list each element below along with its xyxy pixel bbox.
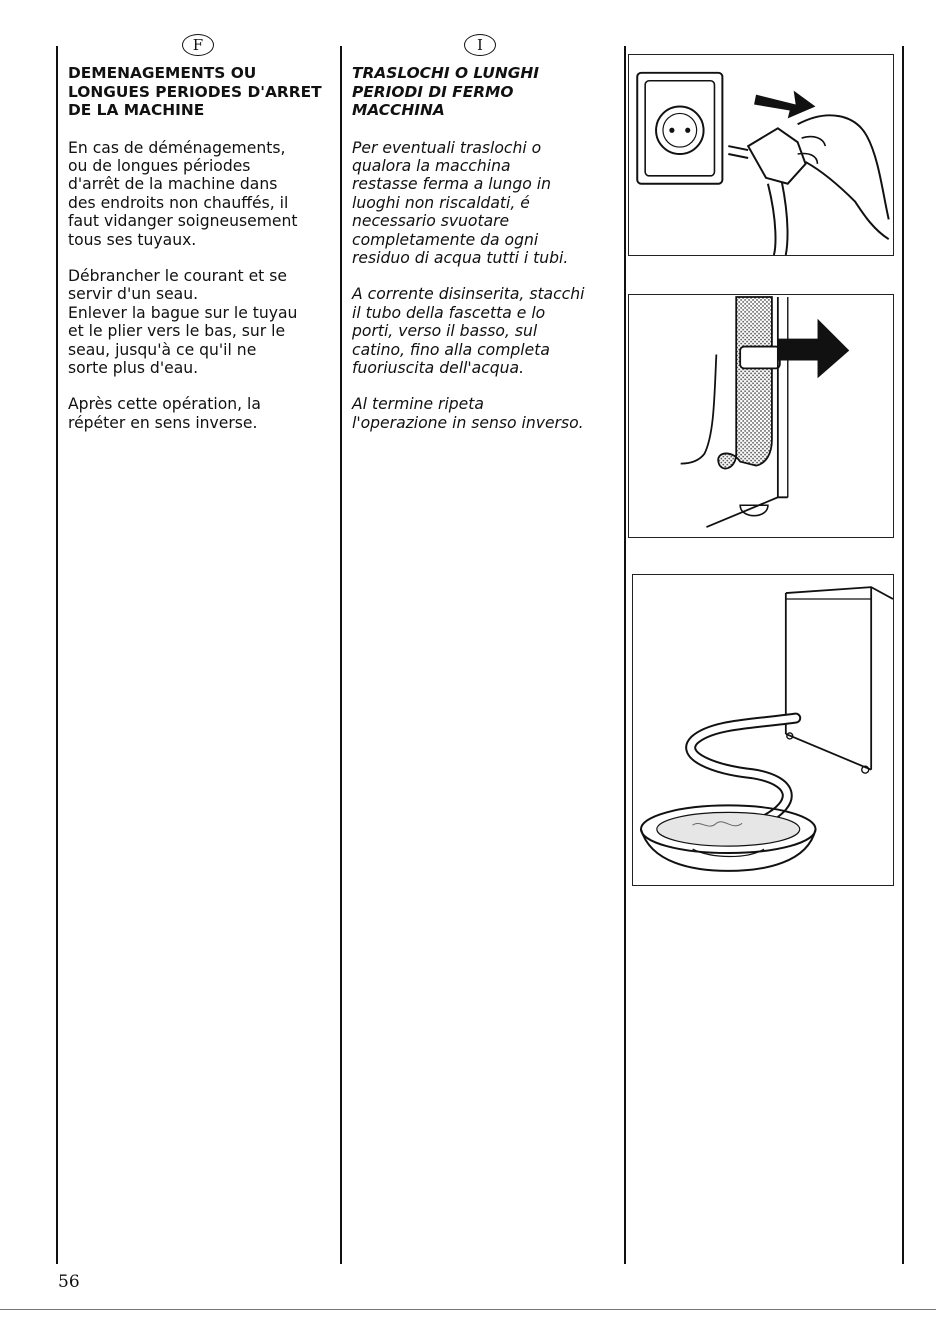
- italian-paragraph-1: Per eventuali traslochi o qualora la macchina restasse ferma a lungo in luoghi non riscaldati, é necessario svuotare completamente da ogni residuo di acqua tutti i tubi.: [352, 138, 569, 267]
- column-rule-left: [56, 46, 58, 1264]
- unplug-socket-drawing: [629, 55, 893, 255]
- french-paragraph-1: En cas de déménagements, ou de longues périodes d'arrêt de la machine dans des endroits non chauffés, il faut vidanger soigneusement tous ses tuyaux.: [68, 138, 298, 249]
- italian-heading: TRASLOCHI O LUNGHI PERIODI DI FERMO MACCHINA: [352, 64, 539, 119]
- hose-clip-removal-illustration: [628, 294, 894, 538]
- hose-draining-into-basin-illustration: [632, 574, 894, 886]
- italian-column: [352, 64, 620, 432]
- hose-clip-drawing: [629, 295, 893, 537]
- hose-basin-drawing: [633, 575, 893, 885]
- column-rule-right-a: [624, 46, 626, 1264]
- column-rule-middle: [340, 46, 342, 1264]
- french-column: [68, 64, 336, 432]
- italian-language-badge: I: [464, 34, 496, 56]
- column-rule-right-b: [902, 46, 904, 1264]
- french-paragraph-2: Débrancher le courant et se servir d'un seau. Enlever la bague sur le tuyau et le plier vers le bas, sur le seau, jusqu'à ce qu'il ne sorte plus d'eau.: [68, 266, 298, 377]
- french-heading: DEMENAGEMENTS OU LONGUES PERIODES D'ARRET DE LA MACHINE: [68, 64, 322, 119]
- french-paragraph-3: Après cette opération, la répéter en sens inverse.: [68, 395, 261, 432]
- italian-paragraph-2: A corrente disinserita, stacchi il tubo della fascetta e lo porti, verso il basso, sul catino, fino alla completa fuoriuscita dell'acqua.: [352, 285, 585, 377]
- french-language-badge: F: [182, 34, 214, 56]
- italian-paragraph-3: Al termine ripeta l'operazione in senso inverso.: [352, 395, 584, 432]
- page-bottom-rule: [0, 1309, 936, 1310]
- unplug-socket-illustration: [628, 54, 894, 256]
- page-number: 56: [58, 1272, 80, 1292]
